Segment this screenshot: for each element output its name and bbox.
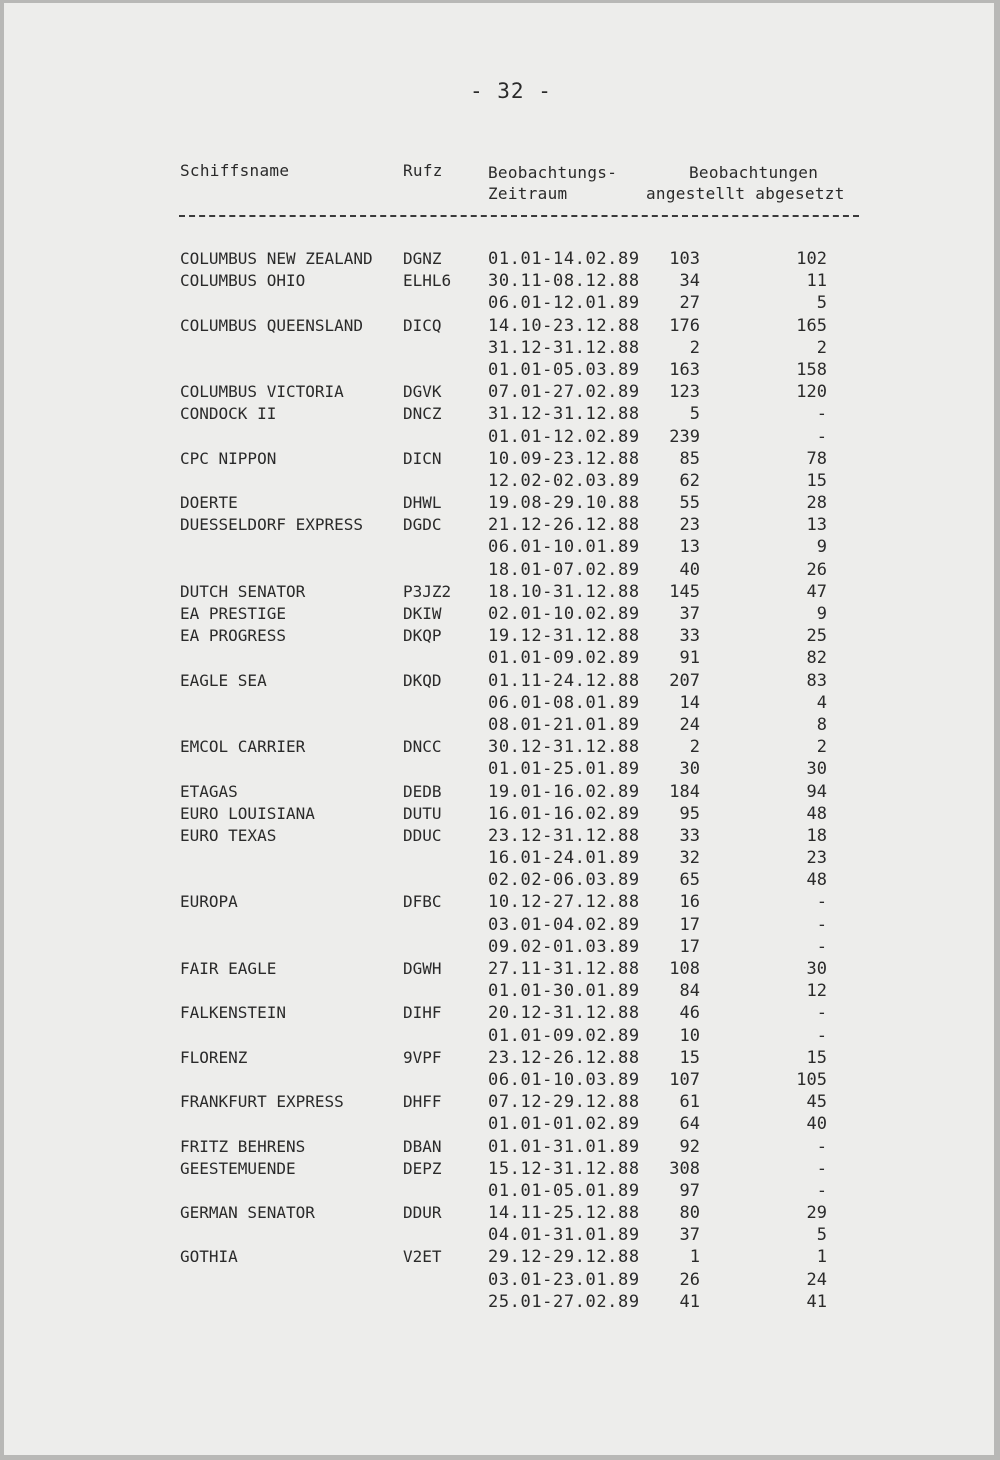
observation-period: 21.12-26.12.88 [488,515,640,536]
observations-made: 239 [669,426,700,447]
observations-sent: 2 [816,737,827,758]
table-row [4,427,1000,449]
call-sign: DIHF [403,1003,442,1023]
table-row [4,360,1000,382]
observations-sent: 11 [806,271,827,292]
observations-made: 32 [679,848,700,869]
table-row [4,1159,1000,1181]
ship-name: EMCOL CARRIER [180,737,306,757]
call-sign: DICQ [403,315,442,335]
call-sign: DNCC [403,737,442,757]
table-row [4,804,1000,826]
header-beobachtungs: Beobachtungs- [488,163,618,182]
observations-made: 13 [679,537,700,558]
call-sign: DICN [403,448,442,468]
observation-period: 01.01-25.01.89 [488,759,640,780]
observations-made: 17 [679,914,700,935]
observations-sent: 4 [816,692,827,713]
observation-period: 01.01-09.02.89 [488,648,640,669]
table-row [4,471,1000,493]
observations-sent: 5 [816,1225,827,1246]
ship-name: FRANKFURT EXPRESS [180,1092,344,1112]
observation-period: 27.11-31.12.88 [488,959,640,979]
observation-period: 30.11-08.12.88 [488,271,640,292]
header-divider [179,215,859,217]
observation-period: 15.12-31.12.88 [488,1158,640,1179]
observations-sent: - [816,426,827,447]
observations-made: 65 [679,870,700,891]
observations-made: 14 [679,692,700,713]
observations-sent: 45 [806,1092,827,1113]
observations-sent: 40 [806,1114,827,1135]
ship-name: EA PROGRESS [180,626,286,646]
observations-sent: 5 [816,293,827,314]
observation-period: 01.01-09.02.89 [488,1025,640,1046]
observations-sent: 25 [806,626,827,647]
table-row [4,604,1000,626]
observations-sent: 29 [806,1203,827,1224]
call-sign: DKQP [403,626,442,646]
observation-period: 01.01-01.02.89 [488,1114,640,1135]
table-row [4,515,1000,537]
observations-made: 176 [669,315,700,336]
table-row [4,338,1000,360]
ship-name: EA PRESTIGE [180,604,286,623]
table-row [4,715,1000,737]
observation-period: 19.08-29.10.88 [488,493,640,514]
observations-made: 37 [679,1225,700,1246]
observation-period: 01.11-24.12.88 [488,670,640,691]
observations-sent: - [816,404,827,425]
observation-period: 18.10-31.12.88 [488,581,640,602]
observation-period: 01.01-31.01.89 [488,1136,640,1157]
ship-name: FRITZ BEHRENS [180,1136,306,1156]
table-row [4,1270,1000,1292]
call-sign: DKQD [403,670,442,690]
table-row [4,1026,1000,1048]
observation-period: 10.12-27.12.88 [488,892,640,913]
observations-made: 84 [679,981,700,1002]
observation-period: 01.01-30.01.89 [488,981,640,1002]
observations-sent: 9 [816,604,827,624]
ship-name: FALKENSTEIN [180,1003,286,1023]
table-row [4,1137,1000,1159]
observations-sent: 102 [796,249,827,269]
call-sign: DHWL [403,493,442,513]
observation-period: 31.12-31.12.88 [488,337,640,358]
observation-period: 06.01-10.03.89 [488,1069,640,1090]
call-sign: DUTU [403,803,442,823]
observations-made: 61 [679,1092,700,1113]
table-row [4,737,1000,759]
observations-made: 207 [669,670,700,691]
page-number: - 32 - [470,79,552,103]
observations-made: 17 [679,936,700,957]
call-sign: DGNZ [403,249,442,268]
observation-period: 06.01-10.01.89 [488,537,640,558]
observation-period: 29.12-29.12.88 [488,1247,640,1268]
observations-made: 5 [689,404,700,425]
observations-made: 92 [679,1136,700,1157]
call-sign: DDUR [403,1203,442,1223]
observation-period: 16.01-24.01.89 [488,848,640,869]
observation-period: 23.12-26.12.88 [488,1047,640,1068]
header-beobachtungen: Beobachtungen [689,163,819,182]
observations-made: 34 [679,271,700,292]
table-row [4,915,1000,937]
table-row [4,382,1000,404]
observation-period: 30.12-31.12.88 [488,737,640,758]
table-row [4,271,1000,293]
observation-period: 01.01-05.01.89 [488,1180,640,1201]
header-zeitraum: Zeitraum [488,184,568,203]
observations-sent: - [816,914,827,935]
table-row [4,648,1000,670]
observations-made: 97 [679,1180,700,1201]
call-sign: DBAN [403,1136,442,1156]
table-row [4,870,1000,892]
observations-sent: 120 [796,382,827,403]
observations-made: 163 [669,359,700,380]
observations-made: 23 [679,515,700,536]
ship-name: EURO TEXAS [180,825,277,845]
observations-sent: 2 [816,337,827,358]
table-row [4,848,1000,870]
table-row [4,1292,1000,1314]
header-angestellt-abgesetzt: angestellt abgesetzt [646,184,845,203]
table-row [4,1181,1000,1203]
observation-period: 18.01-07.02.89 [488,559,640,580]
observations-sent: 23 [806,848,827,869]
observation-period: 12.02-02.03.89 [488,470,640,491]
call-sign: DEDB [403,781,442,801]
observations-made: 308 [669,1158,700,1179]
observations-made: 10 [679,1025,700,1046]
observations-made: 40 [679,559,700,580]
call-sign: 9VPF [403,1047,442,1067]
observations-sent: 83 [806,670,827,691]
observations-sent: - [816,892,827,913]
table-row [4,826,1000,848]
observations-sent: 26 [806,559,827,580]
observation-period: 14.11-25.12.88 [488,1203,640,1224]
observations-made: 2 [689,737,700,758]
observations-sent: 94 [806,781,827,802]
observations-made: 85 [679,448,700,469]
call-sign: DDUC [403,825,442,845]
observations-sent: - [816,1180,827,1201]
table-row [4,1048,1000,1070]
observation-period: 25.01-27.02.89 [488,1291,640,1312]
call-sign: DHFF [403,1092,442,1112]
ship-name: GERMAN SENATOR [180,1203,315,1223]
observations-sent: 30 [806,959,827,979]
observations-sent: 41 [806,1291,827,1312]
call-sign: DFBC [403,892,442,912]
ship-name: GOTHIA [180,1247,238,1267]
observation-period: 03.01-23.01.89 [488,1269,640,1290]
observations-sent: 28 [806,493,827,514]
table-row [4,1203,1000,1225]
ship-name: ETAGAS [180,781,238,801]
observations-made: 108 [669,959,700,979]
ship-name: COLUMBUS VICTORIA [180,382,344,402]
table-row [4,560,1000,582]
table-row [4,981,1000,1003]
observations-sent: 12 [806,981,827,1002]
ship-name: EURO LOUISIANA [180,803,315,823]
observations-sent: 48 [806,803,827,824]
observations-sent: 15 [806,470,827,491]
call-sign: DEPZ [403,1158,442,1178]
observation-period: 02.02-06.03.89 [488,870,640,891]
observations-made: 62 [679,470,700,491]
call-sign: DGVK [403,382,442,402]
header-rufz: Rufz [403,161,443,180]
observations-sent: - [816,1136,827,1157]
call-sign: P3JZ2 [403,581,452,601]
observation-period: 31.12-31.12.88 [488,404,640,425]
observation-period: 19.01-16.02.89 [488,781,640,802]
ship-name: GEESTEMUENDE [180,1158,296,1178]
observations-sent: - [816,1003,827,1024]
table-row [4,693,1000,715]
observations-sent: 48 [806,870,827,891]
table-row [4,316,1000,338]
table-row [4,937,1000,959]
header-schiffsname: Schiffsname [180,161,290,180]
observation-period: 07.12-29.12.88 [488,1092,640,1113]
document-page [4,3,994,1455]
observation-period: 09.02-01.03.89 [488,936,640,957]
observations-made: 15 [679,1047,700,1068]
observations-sent: 15 [806,1047,827,1068]
ship-name: COLUMBUS QUEENSLAND [180,315,364,335]
table-row [4,626,1000,648]
table-row [4,759,1000,781]
observations-made: 16 [679,892,700,913]
observation-period: 04.01-31.01.89 [488,1225,640,1246]
table-row [4,404,1000,426]
ship-name: COLUMBUS NEW ZEALAND [180,249,373,268]
observations-made: 27 [679,293,700,314]
call-sign: DNCZ [403,404,442,424]
observations-made: 123 [669,382,700,403]
observations-sent: 47 [806,581,827,602]
observation-period: 01.01-05.03.89 [488,359,640,380]
observations-made: 80 [679,1203,700,1224]
observation-period: 07.01-27.02.89 [488,382,640,403]
table-row [4,1092,1000,1114]
observations-made: 91 [679,648,700,669]
table-row [4,892,1000,914]
table-row [4,493,1000,515]
observations-sent: 78 [806,448,827,469]
observation-period: 19.12-31.12.88 [488,626,640,647]
observations-made: 37 [679,604,700,624]
observations-made: 33 [679,825,700,846]
observations-sent: - [816,1158,827,1179]
observations-made: 24 [679,714,700,735]
observations-sent: 13 [806,515,827,536]
table-row [4,1225,1000,1247]
observation-period: 23.12-31.12.88 [488,825,640,846]
observations-made: 41 [679,1291,700,1312]
observation-table [4,249,1000,1314]
table-row [4,293,1000,315]
ship-name: CONDOCK II [180,404,277,424]
observations-sent: 82 [806,648,827,669]
ship-name: DUTCH SENATOR [180,581,306,601]
table-row [4,1070,1000,1092]
ship-name: EAGLE SEA [180,670,267,690]
observations-sent: 158 [796,359,827,380]
observation-period: 16.01-16.02.89 [488,803,640,824]
observations-made: 55 [679,493,700,514]
observations-made: 33 [679,626,700,647]
ship-name: COLUMBUS OHIO [180,271,306,291]
observations-sent: - [816,1025,827,1046]
table-row [4,449,1000,471]
observations-sent: 1 [816,1247,827,1268]
ship-name: FAIR EAGLE [180,959,277,978]
observations-made: 46 [679,1003,700,1024]
observations-made: 1 [689,1247,700,1268]
observations-made: 26 [679,1269,700,1290]
table-row [4,959,1000,981]
observations-made: 64 [679,1114,700,1135]
table-row [4,1003,1000,1025]
table-row [4,1247,1000,1269]
table-row [4,582,1000,604]
table-row [4,537,1000,559]
observations-sent: 18 [806,825,827,846]
call-sign: DGWH [403,959,442,978]
call-sign: ELHL6 [403,271,452,291]
observations-sent: 30 [806,759,827,780]
ship-name: FLORENZ [180,1047,248,1067]
observation-period: 02.01-10.02.89 [488,604,640,624]
observation-period: 03.01-04.02.89 [488,914,640,935]
observations-sent: 9 [816,537,827,558]
call-sign: V2ET [403,1247,442,1267]
call-sign: DGDC [403,515,442,535]
observations-sent: - [816,936,827,957]
observations-sent: 165 [796,315,827,336]
observation-period: 06.01-12.01.89 [488,293,640,314]
observations-sent: 24 [806,1269,827,1290]
observation-period: 10.09-23.12.88 [488,448,640,469]
observations-made: 103 [669,249,700,269]
table-row [4,782,1000,804]
observations-made: 2 [689,337,700,358]
observations-made: 107 [669,1069,700,1090]
observations-made: 95 [679,803,700,824]
observation-period: 01.01-12.02.89 [488,426,640,447]
call-sign: DKIW [403,604,442,623]
ship-name: DOERTE [180,493,238,513]
observations-made: 30 [679,759,700,780]
observation-period: 14.10-23.12.88 [488,315,640,336]
observation-period: 06.01-08.01.89 [488,692,640,713]
table-row [4,671,1000,693]
observations-made: 145 [669,581,700,602]
table-row [4,249,1000,271]
observations-sent: 8 [816,714,827,735]
ship-name: DUESSELDORF EXPRESS [180,515,364,535]
observation-period: 08.01-21.01.89 [488,714,640,735]
observations-sent: 105 [796,1069,827,1090]
ship-name: EUROPA [180,892,238,912]
ship-name: CPC NIPPON [180,448,277,468]
observation-period: 01.01-14.02.89 [488,249,640,269]
table-row [4,1114,1000,1136]
observation-period: 20.12-31.12.88 [488,1003,640,1024]
observations-made: 184 [669,781,700,802]
